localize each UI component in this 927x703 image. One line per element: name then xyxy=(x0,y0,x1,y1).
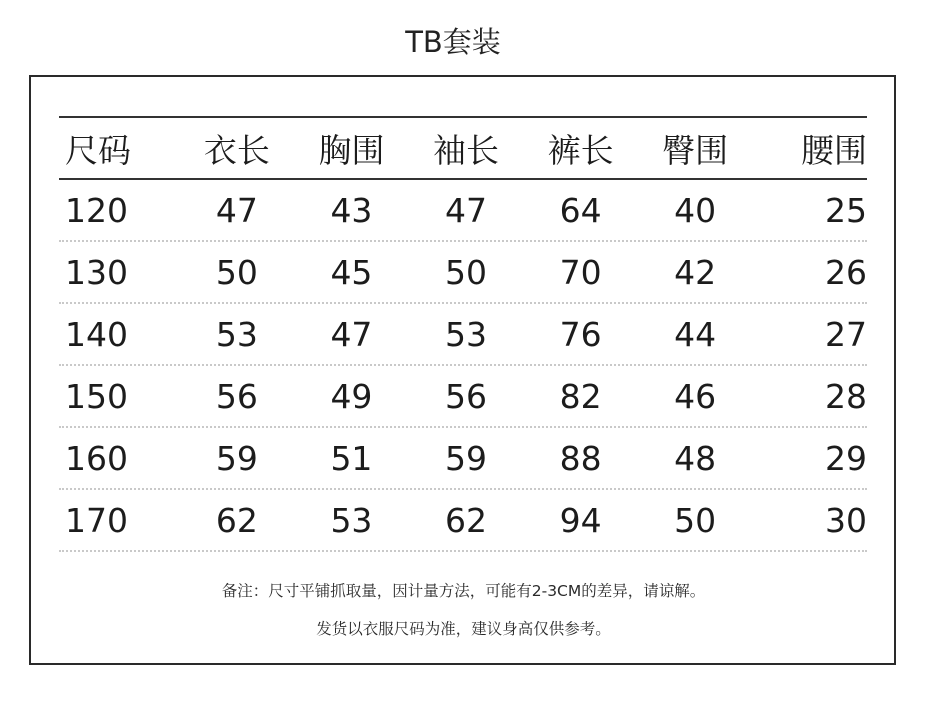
table-cell: 59 xyxy=(445,438,488,478)
table-cell: 140 xyxy=(65,314,128,354)
table-cell: 59 xyxy=(215,438,258,478)
table-cell: 88 xyxy=(559,438,602,478)
table-cell: 170 xyxy=(65,500,128,540)
table-cell: 62 xyxy=(445,500,488,540)
table-cell: 50 xyxy=(215,252,258,292)
table-cell: 53 xyxy=(215,314,258,354)
table-row xyxy=(59,428,867,490)
header-waist: 腰围 xyxy=(801,130,868,170)
table-cell: 70 xyxy=(559,252,602,292)
table-cell: 62 xyxy=(215,500,258,540)
table-cell: 29 xyxy=(825,438,868,478)
header-chest: 胸围 xyxy=(318,130,385,170)
table-row xyxy=(59,490,867,552)
header-size: 尺码 xyxy=(65,130,131,170)
header-sleeve: 袖长 xyxy=(433,130,500,170)
header-length: 衣长 xyxy=(203,130,270,170)
note-shipping: 发货以衣服尺码为准，建议身高仅供参考。 xyxy=(316,620,611,638)
table-cell: 94 xyxy=(559,500,602,540)
table-cell: 51 xyxy=(330,438,373,478)
table-cell: 50 xyxy=(674,500,717,540)
table-cell: 76 xyxy=(559,314,602,354)
table-cell: 47 xyxy=(330,314,373,354)
table-cell: 43 xyxy=(330,190,373,230)
table-cell: 82 xyxy=(559,376,602,416)
header-hip: 臀围 xyxy=(662,130,729,170)
table-cell: 160 xyxy=(65,438,128,478)
table-cell: 30 xyxy=(825,500,868,540)
table-cell: 56 xyxy=(445,376,488,416)
table-cell: 47 xyxy=(215,190,258,230)
table-cell: 150 xyxy=(65,376,128,416)
table-cell: 50 xyxy=(445,252,488,292)
table-cell: 46 xyxy=(674,376,717,416)
table-cell: 53 xyxy=(330,500,373,540)
table-cell: 27 xyxy=(825,314,868,354)
table-cell: 26 xyxy=(825,252,868,292)
table-cell: 44 xyxy=(674,314,717,354)
table-cell: 40 xyxy=(674,190,717,230)
table-cell: 120 xyxy=(65,190,128,230)
table-cell: 53 xyxy=(445,314,488,354)
table-row xyxy=(59,180,867,242)
table-cell: 64 xyxy=(559,190,602,230)
page-title: TB套装 xyxy=(405,25,501,59)
table-cell: 42 xyxy=(674,252,717,292)
table-cell: 47 xyxy=(445,190,488,230)
table-cell: 130 xyxy=(65,252,128,292)
size-table xyxy=(59,116,867,552)
table-cell: 28 xyxy=(825,376,868,416)
note-measurement: 备注：尺寸平铺抓取量，因计量方法，可能有2-3CM的差异，请谅解。 xyxy=(221,582,706,600)
table-cell: 56 xyxy=(215,376,258,416)
table-cell: 49 xyxy=(330,376,373,416)
table-cell: 48 xyxy=(674,438,717,478)
table-header-row xyxy=(59,116,867,180)
table-row xyxy=(59,242,867,304)
header-pants-length: 裤长 xyxy=(547,130,614,170)
table-row xyxy=(59,366,867,428)
table-cell: 25 xyxy=(825,190,868,230)
table-cell: 45 xyxy=(330,252,373,292)
table-row xyxy=(59,304,867,366)
